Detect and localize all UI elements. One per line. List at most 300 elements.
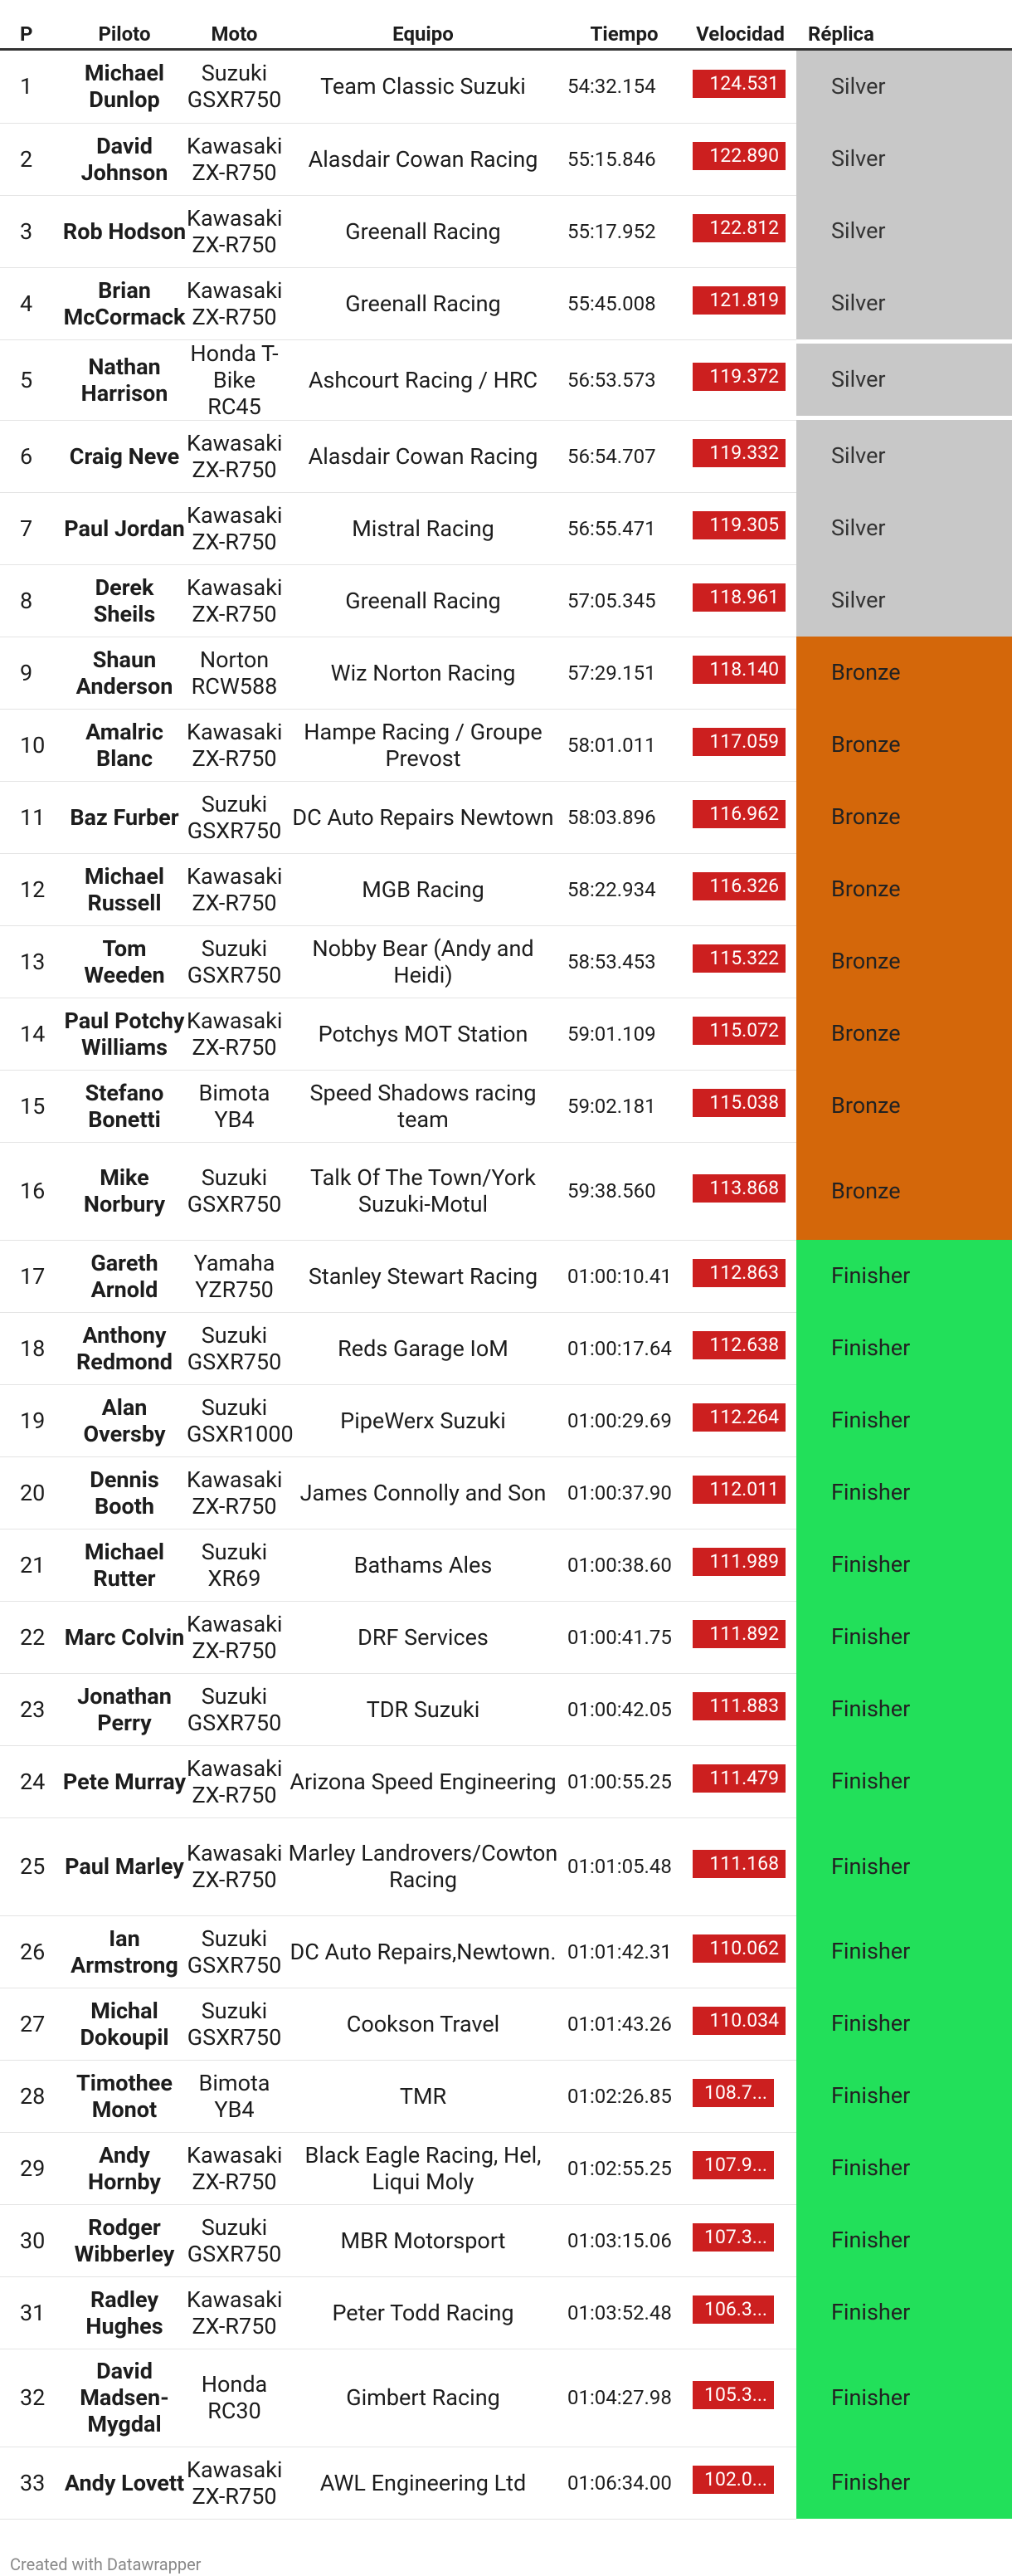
cell-moto: Norton RCW588 bbox=[187, 637, 282, 709]
cell-moto: Yamaha YZR750 bbox=[187, 1240, 282, 1312]
cell-position: 31 bbox=[0, 2276, 62, 2349]
cell-equipo: Team Classic Suzuki bbox=[282, 50, 564, 124]
cell-piloto: Stefano Bonetti bbox=[62, 1070, 187, 1142]
table-row bbox=[0, 1312, 1012, 1384]
cell-position: 22 bbox=[0, 1601, 62, 1673]
cell-equipo: Arizona Speed Engineering bbox=[282, 1745, 564, 1817]
table-row bbox=[0, 50, 1012, 124]
cell-piloto: Jonathan Perry bbox=[62, 1673, 187, 1745]
replica-badge: Bronze bbox=[796, 637, 1012, 709]
cell-equipo: Greenall Racing bbox=[282, 267, 564, 339]
cell-piloto: Michael Rutter bbox=[62, 1529, 187, 1601]
table-row bbox=[0, 1915, 1012, 1988]
cell-moto: Suzuki GSXR750 bbox=[187, 1673, 282, 1745]
velocidad-bar: 112.863 bbox=[693, 1259, 786, 1287]
velocidad-bar: 113.868 bbox=[693, 1174, 786, 1203]
replica-badge: Silver bbox=[796, 564, 1012, 637]
cell-equipo: DC Auto Repairs,Newtown. bbox=[282, 1915, 564, 1988]
velocidad-bar: 111.479 bbox=[693, 1764, 786, 1793]
velocidad-bar: 107.9... bbox=[693, 2151, 774, 2179]
table-row bbox=[0, 2204, 1012, 2276]
cell-replica bbox=[796, 1745, 1012, 1817]
cell-replica bbox=[796, 2132, 1012, 2204]
cell-moto: Kawasaki ZX-R750 bbox=[187, 564, 282, 637]
table-row bbox=[0, 1240, 1012, 1312]
table-row bbox=[0, 1745, 1012, 1817]
cell-piloto: Craig Neve bbox=[62, 420, 187, 492]
header-tiempo[interactable]: Tiempo bbox=[564, 20, 684, 50]
cell-equipo: MBR Motorsport bbox=[282, 2204, 564, 2276]
cell-velocidad bbox=[684, 781, 796, 853]
replica-badge: Bronze bbox=[796, 781, 1012, 853]
cell-replica bbox=[796, 2447, 1012, 2519]
cell-tiempo: 59:02.181 bbox=[564, 1070, 684, 1142]
cell-piloto: Michal Dokoupil bbox=[62, 1988, 187, 2060]
cell-velocidad bbox=[684, 2132, 796, 2204]
cell-tiempo: 01:02:55.25 bbox=[564, 2132, 684, 2204]
cell-replica bbox=[796, 195, 1012, 267]
table-row bbox=[0, 2276, 1012, 2349]
table-row bbox=[0, 998, 1012, 1070]
cell-equipo: Speed Shadows racing team bbox=[282, 1070, 564, 1142]
cell-piloto: Pete Murray bbox=[62, 1745, 187, 1817]
cell-replica bbox=[796, 267, 1012, 339]
cell-position: 20 bbox=[0, 1456, 62, 1529]
velocidad-bar: 111.168 bbox=[693, 1850, 786, 1878]
cell-tiempo: 56:53.573 bbox=[564, 339, 684, 420]
cell-equipo: Nobby Bear (Andy and Heidi) bbox=[282, 925, 564, 998]
cell-equipo: Black Eagle Racing, Hel, Liqui Moly bbox=[282, 2132, 564, 2204]
cell-velocidad bbox=[684, 925, 796, 998]
velocidad-bar: 121.819 bbox=[693, 286, 786, 315]
cell-tiempo: 59:01.109 bbox=[564, 998, 684, 1070]
cell-tiempo: 01:04:27.98 bbox=[564, 2349, 684, 2447]
table-row bbox=[0, 267, 1012, 339]
cell-replica bbox=[796, 1988, 1012, 2060]
cell-tiempo: 01:03:52.48 bbox=[564, 2276, 684, 2349]
cell-equipo: Greenall Racing bbox=[282, 195, 564, 267]
cell-equipo: Ashcourt Racing / HRC bbox=[282, 339, 564, 420]
replica-badge: Finisher bbox=[796, 2132, 1012, 2204]
cell-position: 18 bbox=[0, 1312, 62, 1384]
replica-badge: Finisher bbox=[796, 1384, 1012, 1456]
velocidad-bar: 115.072 bbox=[693, 1017, 786, 1045]
cell-equipo: Cookson Travel bbox=[282, 1988, 564, 2060]
cell-replica bbox=[796, 1142, 1012, 1240]
cell-replica bbox=[796, 1601, 1012, 1673]
velocidad-bar: 115.322 bbox=[693, 944, 786, 973]
cell-velocidad bbox=[684, 1915, 796, 1988]
cell-velocidad bbox=[684, 637, 796, 709]
cell-velocidad bbox=[684, 1070, 796, 1142]
velocidad-bar: 105.3... bbox=[693, 2381, 774, 2409]
cell-piloto: Dennis Booth bbox=[62, 1456, 187, 1529]
cell-equipo: Reds Garage IoM bbox=[282, 1312, 564, 1384]
cell-equipo: James Connolly and Son bbox=[282, 1456, 564, 1529]
replica-badge: Finisher bbox=[796, 1601, 1012, 1673]
cell-tiempo: 01:01:42.31 bbox=[564, 1915, 684, 1988]
replica-badge: Bronze bbox=[796, 853, 1012, 925]
velocidad-bar: 111.892 bbox=[693, 1620, 786, 1648]
cell-moto: Kawasaki ZX-R750 bbox=[187, 2276, 282, 2349]
cell-piloto: Paul Potchy Williams bbox=[62, 998, 187, 1070]
cell-tiempo: 57:29.151 bbox=[564, 637, 684, 709]
cell-tiempo: 58:03.896 bbox=[564, 781, 684, 853]
cell-piloto: Nathan Harrison bbox=[62, 339, 187, 420]
cell-velocidad bbox=[684, 1817, 796, 1915]
cell-position: 11 bbox=[0, 781, 62, 853]
cell-moto: Kawasaki ZX-R750 bbox=[187, 123, 282, 195]
cell-equipo: DC Auto Repairs Newtown bbox=[282, 781, 564, 853]
velocidad-bar: 111.883 bbox=[693, 1692, 786, 1720]
cell-position: 32 bbox=[0, 2349, 62, 2447]
cell-piloto: Mike Norbury bbox=[62, 1142, 187, 1240]
replica-badge: Finisher bbox=[796, 1745, 1012, 1817]
cell-moto: Honda T-Bike RC45 bbox=[187, 339, 282, 420]
replica-badge: Finisher bbox=[796, 1817, 1012, 1915]
cell-tiempo: 57:05.345 bbox=[564, 564, 684, 637]
cell-velocidad bbox=[684, 853, 796, 925]
cell-position: 16 bbox=[0, 1142, 62, 1240]
cell-piloto: Amalric Blanc bbox=[62, 709, 187, 781]
cell-velocidad bbox=[684, 564, 796, 637]
cell-position: 17 bbox=[0, 1240, 62, 1312]
velocidad-bar: 116.326 bbox=[693, 872, 786, 900]
cell-tiempo: 56:55.471 bbox=[564, 492, 684, 564]
cell-moto: Suzuki GSXR750 bbox=[187, 2204, 282, 2276]
cell-tiempo: 01:00:10.41 bbox=[564, 1240, 684, 1312]
cell-position: 9 bbox=[0, 637, 62, 709]
cell-piloto: Paul Marley bbox=[62, 1817, 187, 1915]
velocidad-bar: 116.962 bbox=[693, 800, 786, 828]
velocidad-bar: 124.531 bbox=[693, 70, 786, 98]
cell-moto: Kawasaki ZX-R750 bbox=[187, 1601, 282, 1673]
cell-moto: Kawasaki ZX-R750 bbox=[187, 267, 282, 339]
cell-position: 2 bbox=[0, 123, 62, 195]
header-piloto[interactable]: Piloto bbox=[62, 20, 187, 50]
cell-velocidad bbox=[684, 1142, 796, 1240]
cell-piloto: Andy Lovett bbox=[62, 2447, 187, 2519]
cell-equipo: Mistral Racing bbox=[282, 492, 564, 564]
table-row bbox=[0, 2060, 1012, 2132]
cell-position: 24 bbox=[0, 1745, 62, 1817]
replica-badge: Silver bbox=[796, 51, 1012, 123]
velocidad-bar: 106.3... bbox=[693, 2295, 774, 2324]
velocidad-bar: 117.059 bbox=[693, 728, 786, 756]
table-row bbox=[0, 2447, 1012, 2519]
cell-tiempo: 01:00:29.69 bbox=[564, 1384, 684, 1456]
table-row bbox=[0, 123, 1012, 195]
cell-moto: Suzuki GSXR750 bbox=[187, 50, 282, 124]
cell-velocidad bbox=[684, 2204, 796, 2276]
cell-replica bbox=[796, 925, 1012, 998]
cell-velocidad bbox=[684, 195, 796, 267]
cell-position: 15 bbox=[0, 1070, 62, 1142]
cell-moto: Suzuki GSXR750 bbox=[187, 925, 282, 998]
cell-position: 21 bbox=[0, 1529, 62, 1601]
cell-velocidad bbox=[684, 267, 796, 339]
table-body bbox=[0, 50, 1012, 2520]
cell-piloto: Marc Colvin bbox=[62, 1601, 187, 1673]
cell-position: 14 bbox=[0, 998, 62, 1070]
cell-moto: Honda RC30 bbox=[187, 2349, 282, 2447]
cell-replica bbox=[796, 1384, 1012, 1456]
velocidad-bar: 112.638 bbox=[693, 1331, 786, 1359]
cell-equipo: PipeWerx Suzuki bbox=[282, 1384, 564, 1456]
cell-velocidad bbox=[684, 339, 796, 420]
replica-badge: Finisher bbox=[796, 1456, 1012, 1529]
cell-position: 28 bbox=[0, 2060, 62, 2132]
cell-replica bbox=[796, 1915, 1012, 1988]
cell-piloto: Timothee Monot bbox=[62, 2060, 187, 2132]
cell-moto: Kawasaki ZX-R750 bbox=[187, 2132, 282, 2204]
velocidad-bar: 107.3... bbox=[693, 2223, 774, 2252]
cell-velocidad bbox=[684, 1312, 796, 1384]
cell-velocidad bbox=[684, 1988, 796, 2060]
cell-tiempo: 55:45.008 bbox=[564, 267, 684, 339]
replica-badge: Silver bbox=[796, 267, 1012, 339]
velocidad-bar: 111.989 bbox=[693, 1548, 786, 1576]
cell-tiempo: 01:00:41.75 bbox=[564, 1601, 684, 1673]
cell-equipo: AWL Engineering Ltd bbox=[282, 2447, 564, 2519]
cell-equipo: Potchys MOT Station bbox=[282, 998, 564, 1070]
cell-tiempo: 58:01.011 bbox=[564, 709, 684, 781]
header-moto[interactable]: Moto bbox=[187, 20, 282, 50]
replica-badge: Finisher bbox=[796, 2349, 1012, 2447]
cell-tiempo: 01:01:05.48 bbox=[564, 1817, 684, 1915]
replica-badge: Finisher bbox=[796, 2276, 1012, 2349]
velocidad-bar: 102.0... bbox=[693, 2466, 774, 2494]
header-replica[interactable]: Réplica bbox=[796, 20, 1012, 50]
replica-badge: Finisher bbox=[796, 1915, 1012, 1988]
cell-position: 25 bbox=[0, 1817, 62, 1915]
header-velocidad[interactable]: Velocidad bbox=[684, 20, 796, 50]
cell-piloto: Paul Jordan bbox=[62, 492, 187, 564]
cell-moto: Suzuki GSXR750 bbox=[187, 1915, 282, 1988]
cell-equipo: Stanley Stewart Racing bbox=[282, 1240, 564, 1312]
cell-velocidad bbox=[684, 420, 796, 492]
cell-position: 3 bbox=[0, 195, 62, 267]
replica-badge: Bronze bbox=[796, 709, 1012, 781]
table-row bbox=[0, 2349, 1012, 2447]
header-p[interactable]: P bbox=[0, 20, 62, 50]
cell-moto: Suzuki GSXR750 bbox=[187, 1142, 282, 1240]
cell-piloto: Radley Hughes bbox=[62, 2276, 187, 2349]
cell-tiempo: 55:15.846 bbox=[564, 123, 684, 195]
replica-badge: Finisher bbox=[796, 1312, 1012, 1384]
cell-replica bbox=[796, 123, 1012, 195]
cell-piloto: Alan Oversby bbox=[62, 1384, 187, 1456]
cell-piloto: Anthony Redmond bbox=[62, 1312, 187, 1384]
cell-equipo: Peter Todd Racing bbox=[282, 2276, 564, 2349]
cell-moto: Suzuki GSXR750 bbox=[187, 1312, 282, 1384]
cell-piloto: Derek Sheils bbox=[62, 564, 187, 637]
cell-tiempo: 56:54.707 bbox=[564, 420, 684, 492]
cell-piloto: Ian Armstrong bbox=[62, 1915, 187, 1988]
cell-moto: Suzuki GSXR750 bbox=[187, 781, 282, 853]
cell-position: 5 bbox=[0, 339, 62, 420]
cell-moto: Kawasaki ZX-R750 bbox=[187, 420, 282, 492]
cell-velocidad bbox=[684, 1240, 796, 1312]
cell-moto: Kawasaki ZX-R750 bbox=[187, 709, 282, 781]
replica-badge: Silver bbox=[796, 123, 1012, 195]
cell-equipo: Marley Landrovers/Cowton Racing bbox=[282, 1817, 564, 1915]
table-row bbox=[0, 1142, 1012, 1240]
replica-badge: Finisher bbox=[796, 2447, 1012, 2519]
replica-badge: Finisher bbox=[796, 1240, 1012, 1312]
cell-velocidad bbox=[684, 492, 796, 564]
cell-replica bbox=[796, 492, 1012, 564]
velocidad-bar: 112.011 bbox=[693, 1476, 786, 1504]
cell-piloto: Michael Russell bbox=[62, 853, 187, 925]
velocidad-bar: 122.890 bbox=[693, 142, 786, 170]
cell-equipo: Alasdair Cowan Racing bbox=[282, 123, 564, 195]
cell-replica bbox=[796, 1456, 1012, 1529]
cell-position: 26 bbox=[0, 1915, 62, 1988]
cell-replica bbox=[796, 1529, 1012, 1601]
cell-tiempo: 01:00:38.60 bbox=[564, 1529, 684, 1601]
cell-velocidad bbox=[684, 1529, 796, 1601]
cell-tiempo: 01:00:42.05 bbox=[564, 1673, 684, 1745]
cell-piloto: Baz Furber bbox=[62, 781, 187, 853]
table-row bbox=[0, 781, 1012, 853]
cell-equipo: Talk Of The Town/York Suzuki-Motul bbox=[282, 1142, 564, 1240]
replica-badge: Finisher bbox=[796, 1988, 1012, 2060]
cell-velocidad bbox=[684, 1601, 796, 1673]
cell-piloto: David Johnson bbox=[62, 123, 187, 195]
cell-replica bbox=[796, 1673, 1012, 1745]
cell-velocidad bbox=[684, 2060, 796, 2132]
velocidad-bar: 118.961 bbox=[693, 583, 786, 612]
datawrapper-credit[interactable]: Created with Datawrapper bbox=[10, 2554, 202, 2574]
cell-moto: Kawasaki ZX-R750 bbox=[187, 1745, 282, 1817]
cell-moto: Kawasaki ZX-R750 bbox=[187, 1456, 282, 1529]
cell-replica bbox=[796, 50, 1012, 124]
cell-replica bbox=[796, 1240, 1012, 1312]
cell-replica bbox=[796, 1312, 1012, 1384]
cell-replica bbox=[796, 1817, 1012, 1915]
replica-badge: Bronze bbox=[796, 998, 1012, 1070]
cell-position: 1 bbox=[0, 50, 62, 124]
cell-equipo: TDR Suzuki bbox=[282, 1673, 564, 1745]
replica-badge: Finisher bbox=[796, 1673, 1012, 1745]
header-equipo[interactable]: Equipo bbox=[282, 20, 564, 50]
cell-tiempo: 01:00:55.25 bbox=[564, 1745, 684, 1817]
cell-tiempo: 58:22.934 bbox=[564, 853, 684, 925]
cell-replica bbox=[796, 709, 1012, 781]
velocidad-bar: 119.305 bbox=[693, 511, 786, 539]
cell-velocidad bbox=[684, 123, 796, 195]
cell-equipo: Wiz Norton Racing bbox=[282, 637, 564, 709]
cell-replica bbox=[796, 2276, 1012, 2349]
cell-velocidad bbox=[684, 1456, 796, 1529]
cell-moto: Kawasaki ZX-R750 bbox=[187, 1817, 282, 1915]
replica-badge: Silver bbox=[796, 195, 1012, 267]
cell-tiempo: 58:53.453 bbox=[564, 925, 684, 998]
cell-replica bbox=[796, 564, 1012, 637]
cell-replica bbox=[796, 420, 1012, 492]
cell-moto: Kawasaki ZX-R750 bbox=[187, 195, 282, 267]
cell-piloto: Shaun Anderson bbox=[62, 637, 187, 709]
cell-replica bbox=[796, 637, 1012, 709]
cell-position: 27 bbox=[0, 1988, 62, 2060]
replica-badge: Finisher bbox=[796, 2060, 1012, 2132]
cell-tiempo: 54:32.154 bbox=[564, 50, 684, 124]
table-row bbox=[0, 637, 1012, 709]
cell-replica bbox=[796, 998, 1012, 1070]
cell-piloto: Brian McCormack bbox=[62, 267, 187, 339]
velocidad-bar: 110.034 bbox=[693, 2007, 786, 2035]
cell-piloto: Gareth Arnold bbox=[62, 1240, 187, 1312]
table-row bbox=[0, 1601, 1012, 1673]
table-row bbox=[0, 339, 1012, 420]
table-row bbox=[0, 1529, 1012, 1601]
velocidad-bar: 110.062 bbox=[693, 1934, 786, 1963]
velocidad-bar: 118.140 bbox=[693, 656, 786, 684]
cell-replica bbox=[796, 853, 1012, 925]
cell-position: 7 bbox=[0, 492, 62, 564]
cell-tiempo: 01:00:17.64 bbox=[564, 1312, 684, 1384]
cell-moto: Suzuki GSXR750 bbox=[187, 1988, 282, 2060]
replica-badge: Silver bbox=[796, 344, 1012, 416]
cell-tiempo: 55:17.952 bbox=[564, 195, 684, 267]
cell-velocidad bbox=[684, 2447, 796, 2519]
replica-badge: Bronze bbox=[796, 1142, 1012, 1240]
cell-tiempo: 01:02:26.85 bbox=[564, 2060, 684, 2132]
cell-tiempo: 01:03:15.06 bbox=[564, 2204, 684, 2276]
cell-position: 23 bbox=[0, 1673, 62, 1745]
table-row bbox=[0, 195, 1012, 267]
cell-velocidad bbox=[684, 1745, 796, 1817]
cell-position: 33 bbox=[0, 2447, 62, 2519]
replica-badge: Finisher bbox=[796, 2204, 1012, 2276]
cell-tiempo: 01:00:37.90 bbox=[564, 1456, 684, 1529]
table-row bbox=[0, 1988, 1012, 2060]
velocidad-bar: 115.038 bbox=[693, 1089, 786, 1117]
cell-position: 30 bbox=[0, 2204, 62, 2276]
cell-position: 6 bbox=[0, 420, 62, 492]
cell-equipo: Alasdair Cowan Racing bbox=[282, 420, 564, 492]
replica-badge: Finisher bbox=[796, 1529, 1012, 1601]
table-row bbox=[0, 1384, 1012, 1456]
cell-moto: Suzuki XR69 bbox=[187, 1529, 282, 1601]
table-row bbox=[0, 1456, 1012, 1529]
results-table bbox=[0, 20, 1012, 2520]
cell-piloto: Tom Weeden bbox=[62, 925, 187, 998]
table-row bbox=[0, 709, 1012, 781]
cell-tiempo: 59:38.560 bbox=[564, 1142, 684, 1240]
header-row bbox=[0, 20, 1012, 50]
cell-position: 10 bbox=[0, 709, 62, 781]
velocidad-bar: 112.264 bbox=[693, 1403, 786, 1432]
cell-moto: Bimota YB4 bbox=[187, 2060, 282, 2132]
velocidad-bar: 119.332 bbox=[693, 439, 786, 467]
cell-moto: Kawasaki ZX-R750 bbox=[187, 492, 282, 564]
table-row bbox=[0, 925, 1012, 998]
cell-piloto: Rodger Wibberley bbox=[62, 2204, 187, 2276]
cell-piloto: Andy Hornby bbox=[62, 2132, 187, 2204]
cell-velocidad bbox=[684, 50, 796, 124]
cell-replica bbox=[796, 339, 1012, 420]
cell-moto: Kawasaki ZX-R750 bbox=[187, 998, 282, 1070]
cell-replica bbox=[796, 781, 1012, 853]
cell-replica bbox=[796, 1070, 1012, 1142]
cell-position: 4 bbox=[0, 267, 62, 339]
table-row bbox=[0, 420, 1012, 492]
cell-piloto: Michael Dunlop bbox=[62, 50, 187, 124]
cell-velocidad bbox=[684, 1384, 796, 1456]
cell-tiempo: 01:01:43.26 bbox=[564, 1988, 684, 2060]
